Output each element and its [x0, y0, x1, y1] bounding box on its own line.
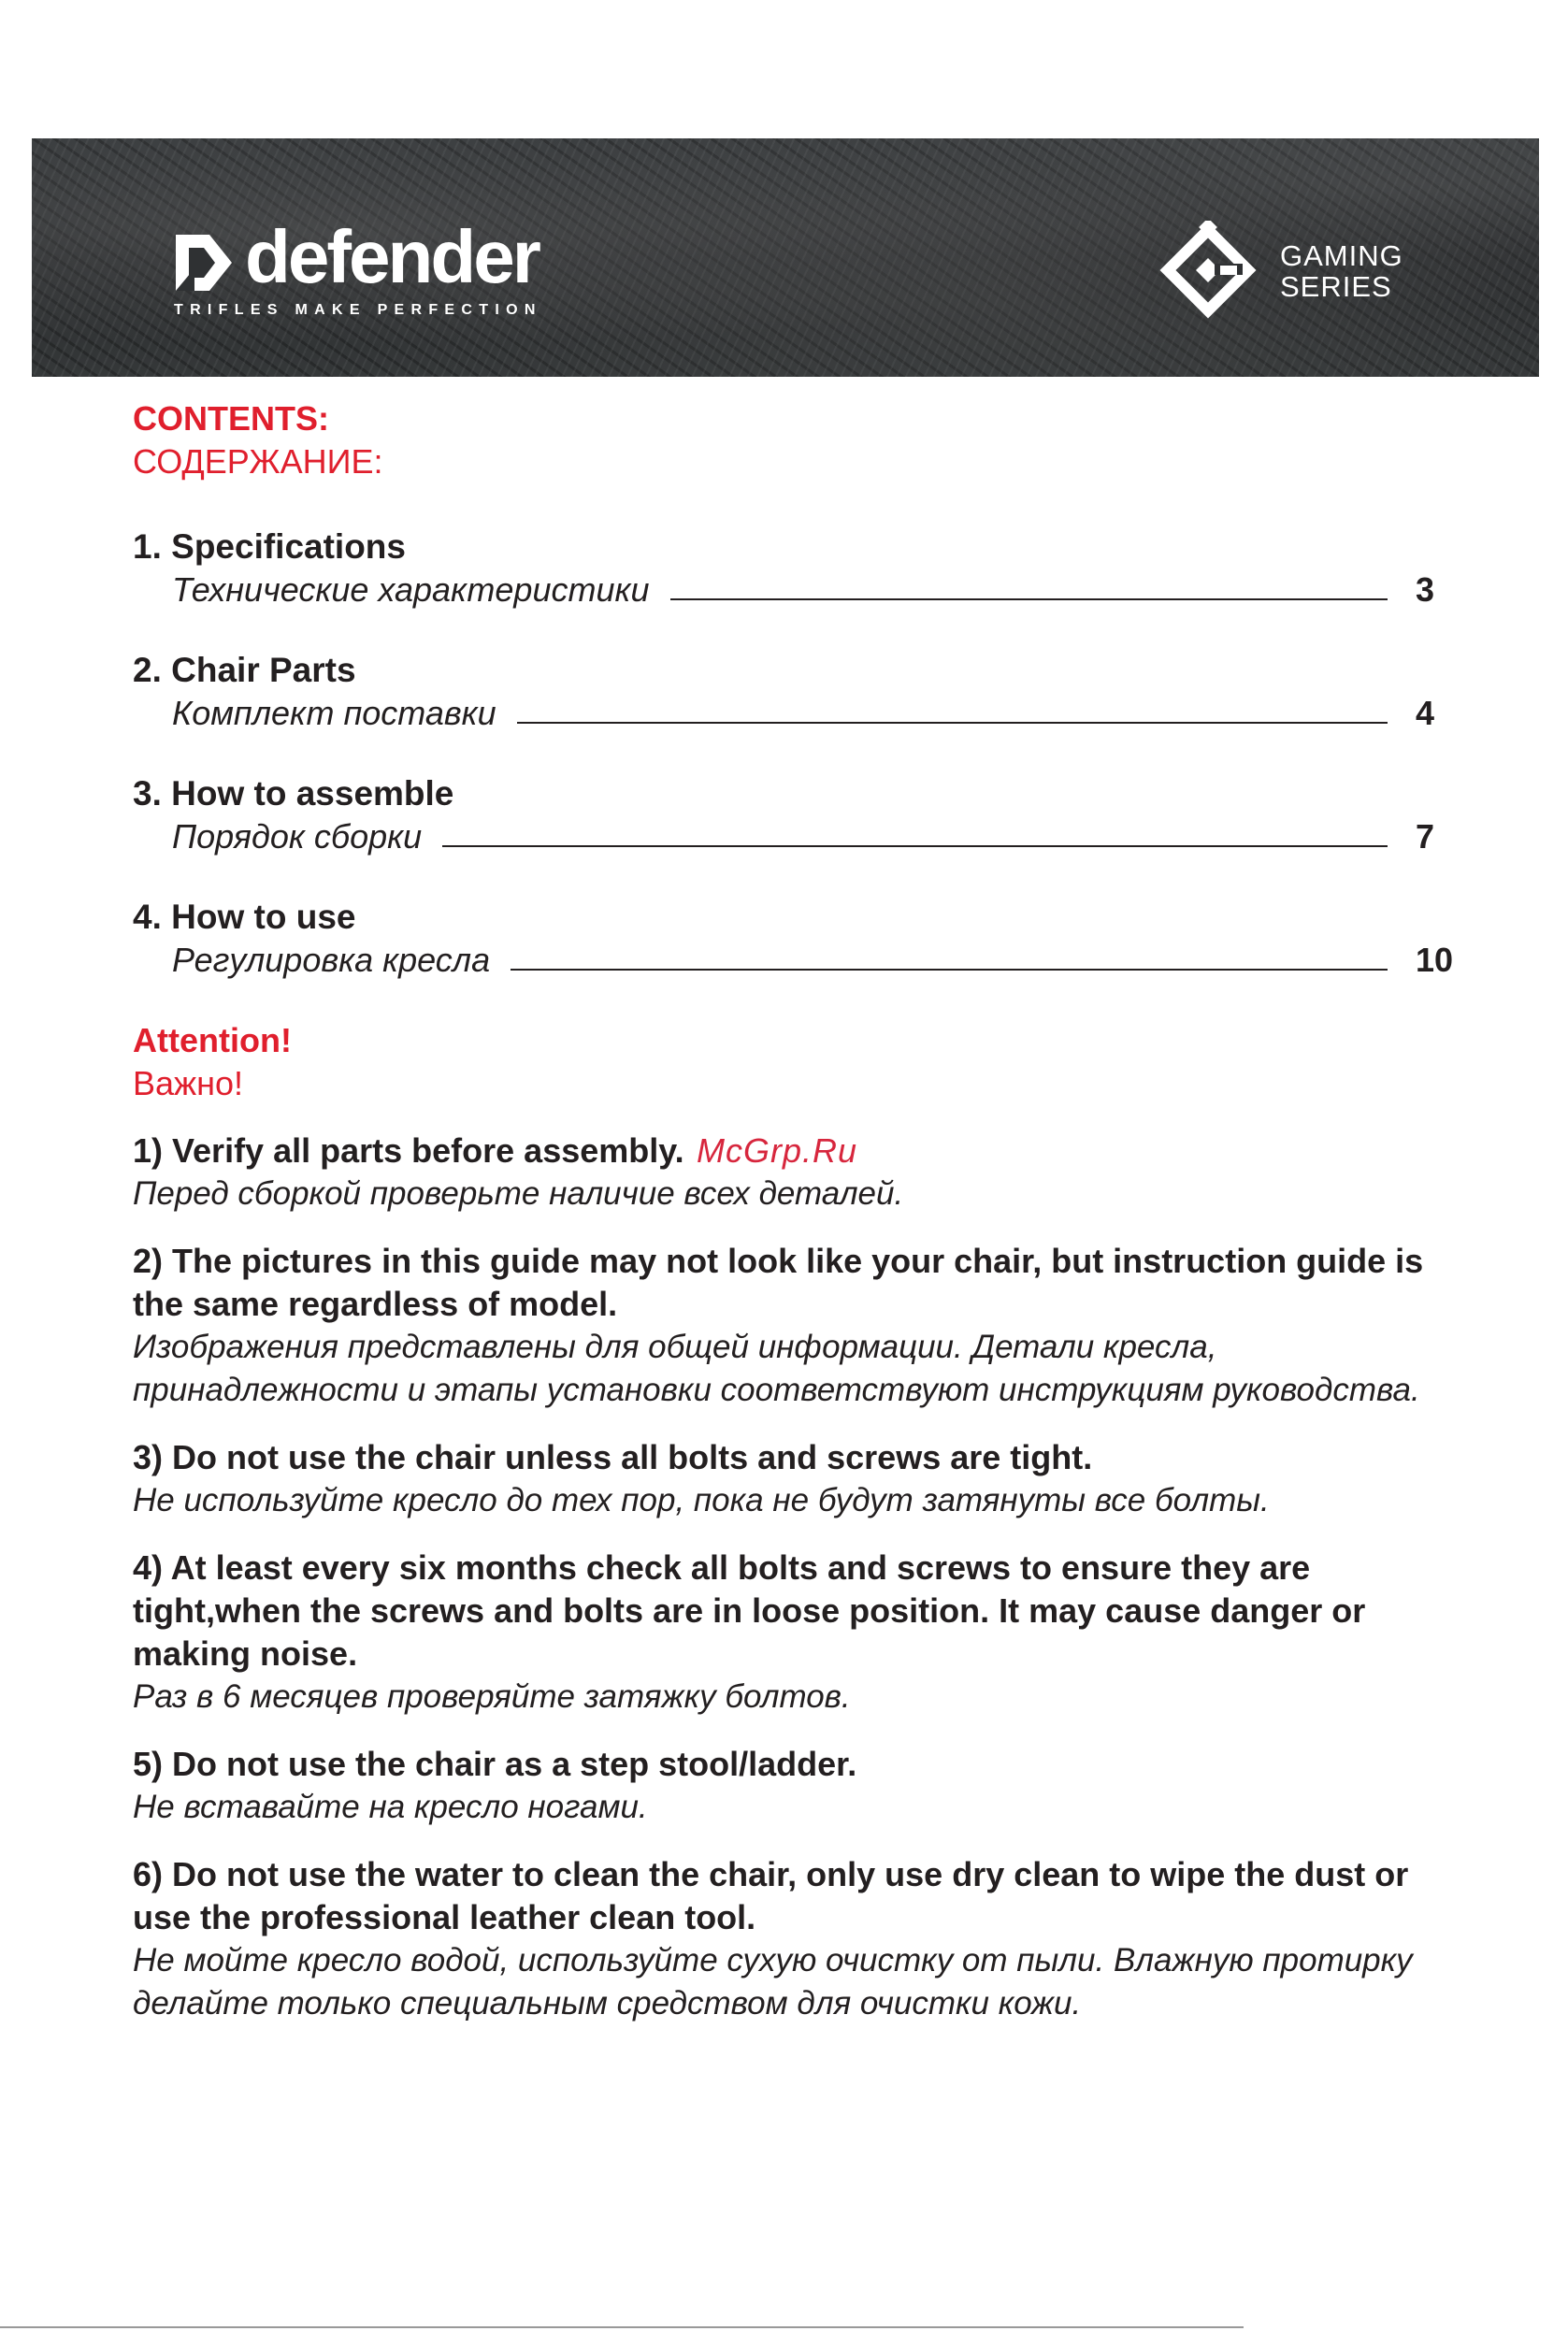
- toc-item-subtitle: Регулировка кресла: [172, 941, 491, 979]
- toc-item-line: [133, 939, 1460, 982]
- gaming-series-logo: [1158, 221, 1402, 324]
- toc-page-number: 7: [1416, 817, 1435, 856]
- toc-item-subtitle: Комплект поставки: [172, 694, 496, 732]
- page-content: [133, 397, 1460, 2050]
- attention-title-en: Attention!: [133, 1021, 292, 1059]
- toc-item-line: [133, 692, 1460, 735]
- safety-rules: [133, 1130, 1460, 2025]
- rule-text-ru: Не вставайте на кресло ногами.: [133, 1789, 648, 1825]
- rule-text-ru: Перед сборкой проверьте наличие всех деталей.: [133, 1175, 904, 1212]
- toc-item-specifications[interactable]: [133, 525, 1460, 612]
- toc-item-title: 2. Chair Parts: [133, 651, 356, 689]
- rule-item-2: [133, 1240, 1460, 1412]
- rule-text-en: 2) The pictures in this guide may not look like your chair, but instruction guide is the same regardless of model.: [133, 1242, 1424, 1323]
- toc-item-title: 4. How to use: [133, 898, 356, 936]
- rule-text-en: 3) Do not use the chair unless all bolts and screws are tight.: [133, 1438, 1093, 1476]
- gaming-emblem-icon: [1158, 221, 1258, 320]
- gaming-line-2: SERIES: [1280, 269, 1392, 303]
- toc-item-how-to-use[interactable]: [133, 896, 1460, 982]
- toc-page-number: 4: [1416, 694, 1435, 732]
- toc-leader-line: [670, 598, 1388, 600]
- footer-divider: [0, 2326, 1244, 2328]
- rule-text-en: [133, 1130, 1460, 1173]
- rule-text-en-content: 1) Verify all parts before assembly.: [133, 1131, 684, 1170]
- rule-text-en: 6) Do not use the water to clean the chair, only use dry clean to wipe the dust or use the professional leather clean tool.: [133, 1855, 1409, 1936]
- toc-page-number: 3: [1416, 570, 1435, 609]
- contents-title-ru: СОДЕРЖАНИЕ:: [133, 442, 383, 481]
- attention-section: [133, 1019, 1460, 1105]
- toc-item-subtitle: Порядок сборки: [172, 817, 423, 856]
- rule-text-ru: Не используйте кресло до тех пор, пока не будут затянуты все болты.: [133, 1482, 1270, 1518]
- brand-name: defender: [245, 215, 539, 298]
- toc-item-chair-parts[interactable]: [133, 649, 1460, 735]
- toc-item-how-to-assemble[interactable]: [133, 772, 1460, 858]
- rule-item-6: [133, 1853, 1460, 2025]
- watermark-text: McGrp.Ru: [697, 1131, 858, 1170]
- toc-leader-line: [517, 722, 1388, 724]
- defender-logo: [172, 215, 602, 339]
- rule-item-3: [133, 1436, 1460, 1522]
- rule-item-5: [133, 1743, 1460, 1829]
- rule-text-ru: Раз в 6 месяцев проверяйте затяжку болтов.: [133, 1678, 851, 1715]
- header-banner: [32, 138, 1539, 377]
- brand-tagline: TRIFLES MAKE PERFECTION: [174, 302, 542, 318]
- attention-title-ru: Важно!: [133, 1064, 244, 1102]
- gaming-line-1: GAMING: [1280, 239, 1403, 272]
- defender-shield-icon: [172, 231, 236, 295]
- rule-text-ru: Не мойте кресло водой, используйте сухую очистку от пыли. Влажную протирку делайте только специальным средством для очистки кожи.: [133, 1942, 1413, 2022]
- toc-item-line: [133, 815, 1460, 858]
- rule-text-ru: Изображения представлены для общей информации. Детали кресла, принадлежности и этапы установки соответствуют инструкциям руководства.: [133, 1329, 1420, 1408]
- toc-item-title: 1. Specifications: [133, 527, 406, 566]
- rule-text-en: 4) At least every six months check all bolts and screws to ensure they are tight,when the screws and bolts are in loose position. It may cause danger or making noise.: [133, 1548, 1366, 1673]
- toc-item-line: [133, 568, 1460, 612]
- gaming-series-text: [1280, 241, 1403, 302]
- toc-leader-line: [511, 969, 1388, 971]
- toc-item-subtitle: Технические характеристики: [172, 570, 650, 609]
- toc-leader-line: [442, 845, 1388, 847]
- rule-item-1: [133, 1130, 1460, 1216]
- toc-page-number: 10: [1416, 941, 1454, 979]
- rule-text-en: 5) Do not use the chair as a step stool/ladder.: [133, 1745, 857, 1783]
- table-of-contents: [133, 525, 1460, 982]
- contents-title-en: CONTENTS:: [133, 399, 329, 438]
- rule-item-4: [133, 1547, 1460, 1719]
- toc-item-title: 3. How to assemble: [133, 774, 454, 813]
